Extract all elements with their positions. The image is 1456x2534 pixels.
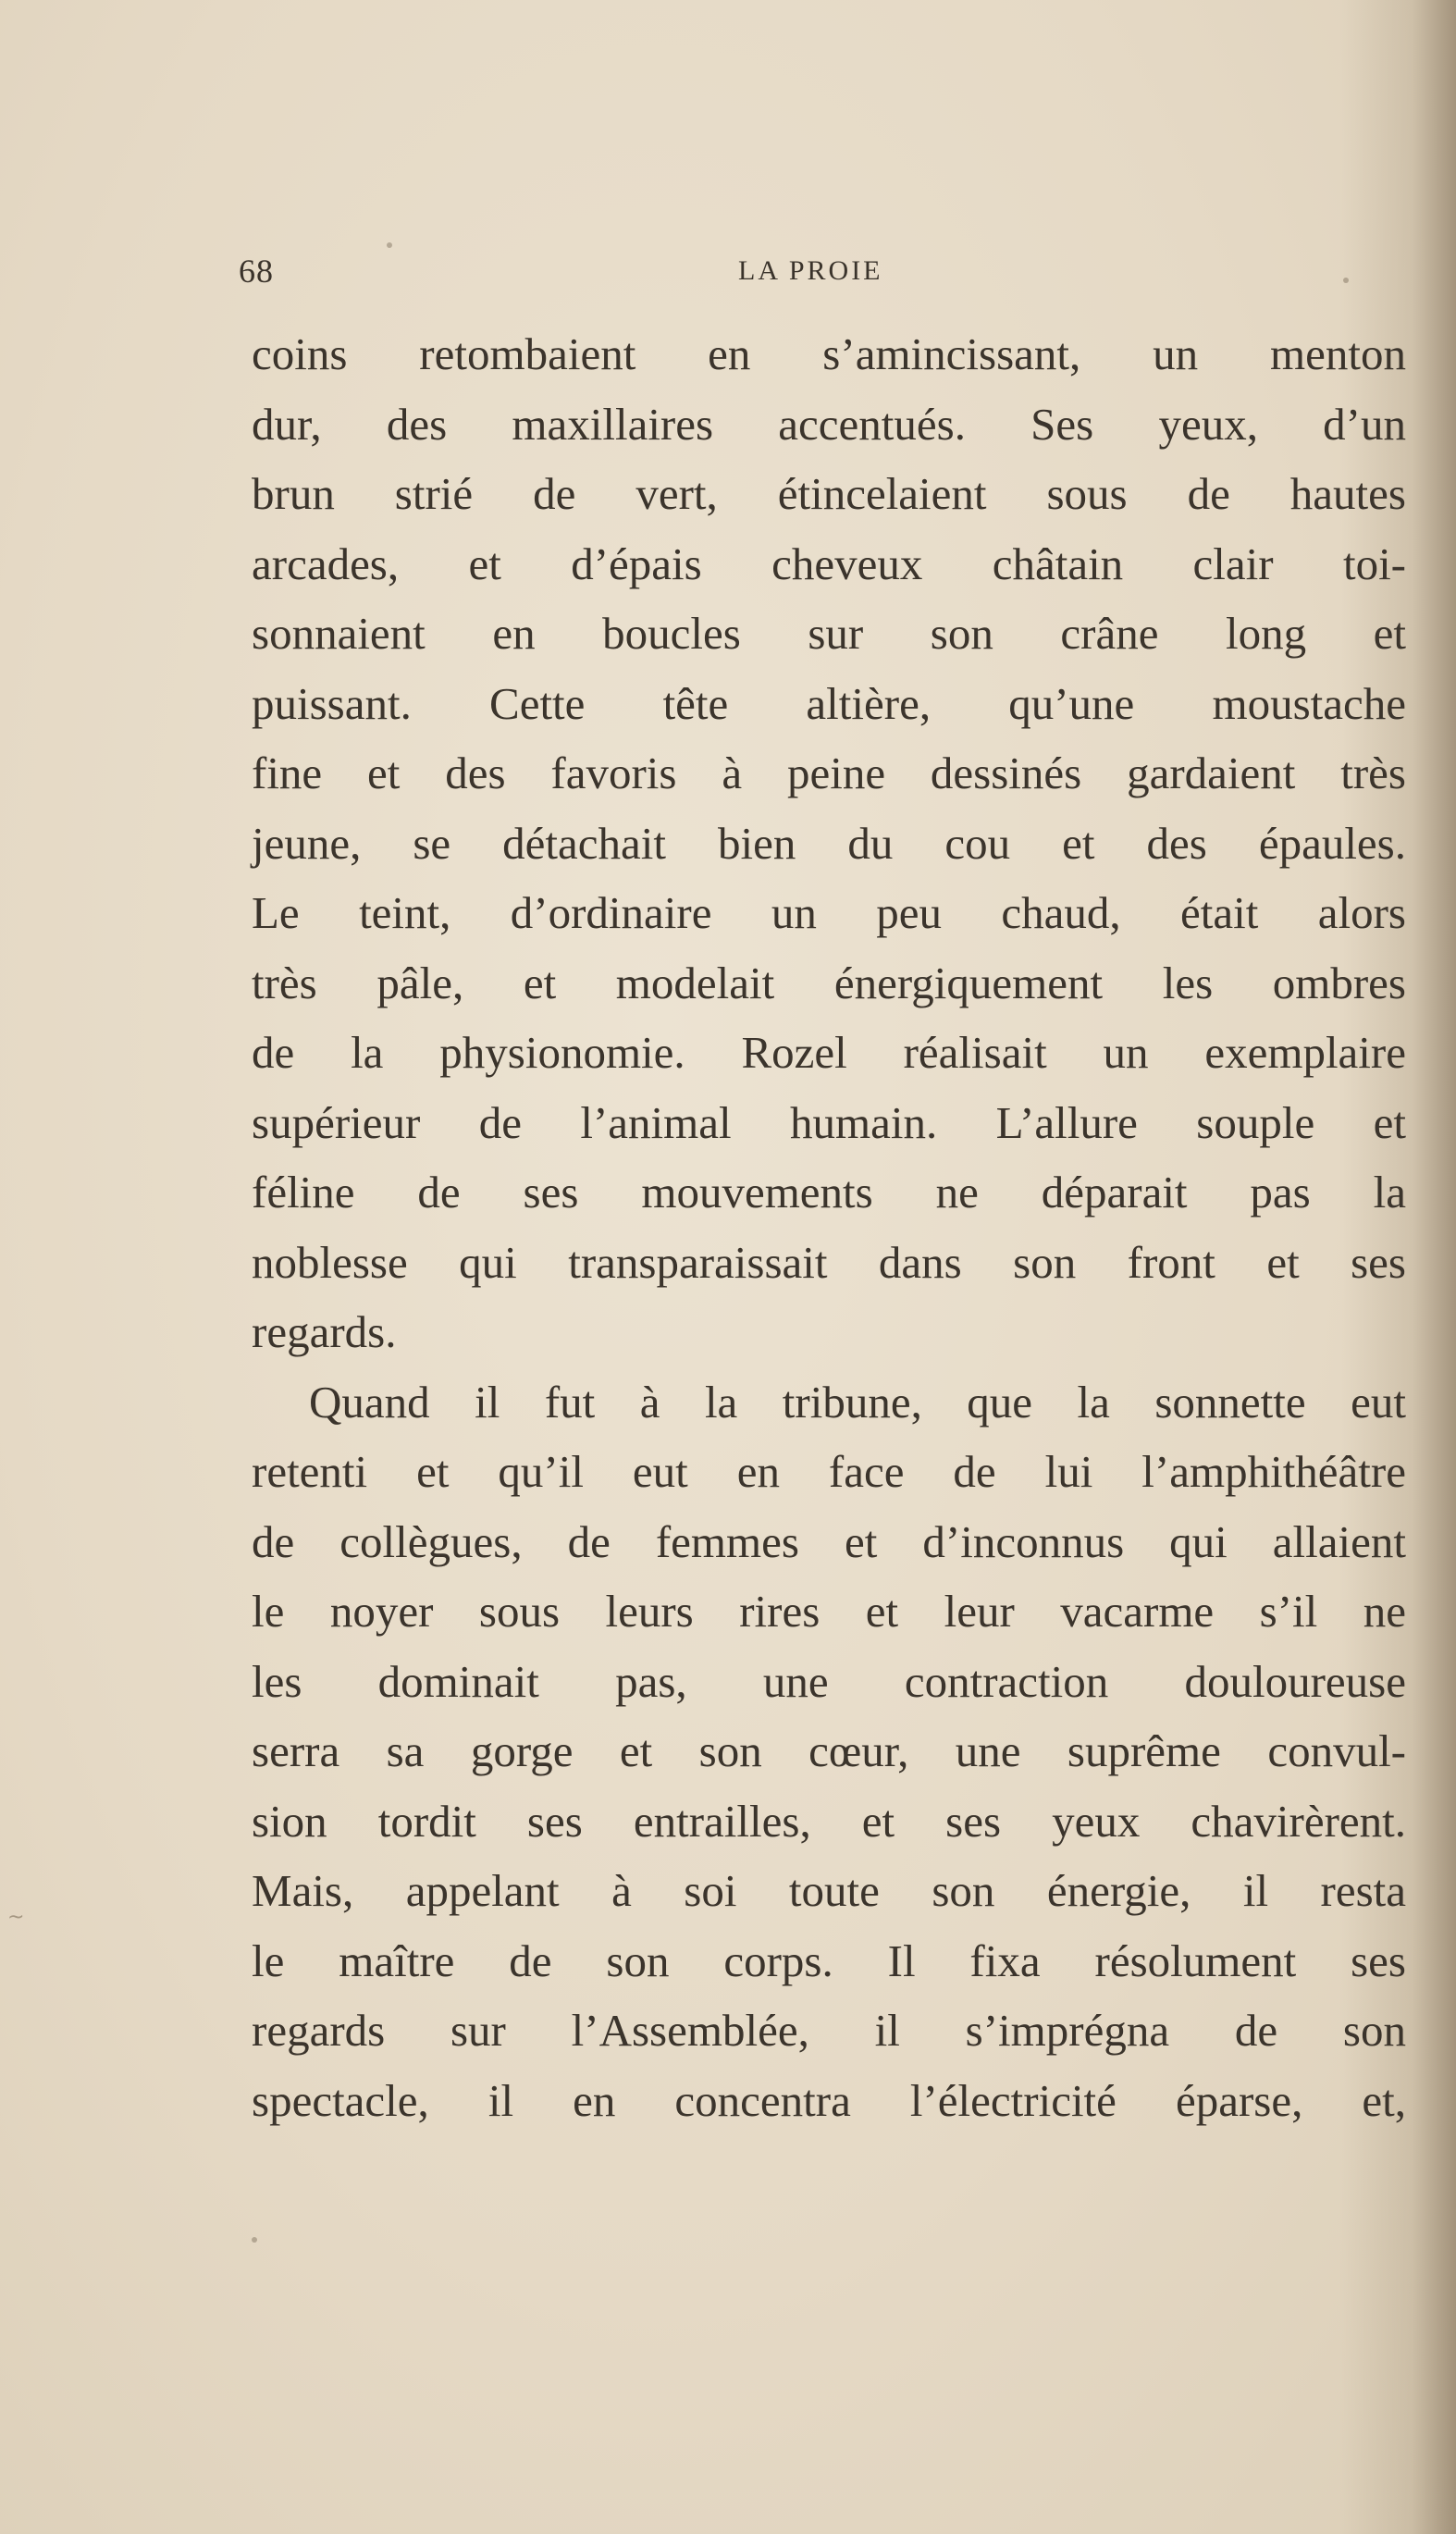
margin-mark-icon: ~ bbox=[7, 1906, 25, 1929]
text-line: de collègues, de femmes et d’inconnus qui allaient bbox=[252, 1515, 1406, 1567]
text-line: Mais, appelant à soi toute son énergie, il resta bbox=[252, 1865, 1406, 1916]
text-line: supérieur de l’animal humain. L’allure souple et bbox=[252, 1096, 1406, 1148]
body-text bbox=[252, 319, 1406, 2135]
running-title: LA PROIE bbox=[738, 255, 883, 286]
paper-speck bbox=[1343, 278, 1349, 283]
text-line: fine et des favoris à peine dessinés gardaient très bbox=[252, 748, 1406, 798]
text-line: coins retombaient en s’amincissant, un menton bbox=[252, 328, 1406, 379]
page-number: 68 bbox=[239, 253, 274, 290]
text-line: Quand il fut à la tribune, que la sonnette eut bbox=[309, 1376, 1406, 1428]
text-line: arcades, et d’épais cheveux châtain clair toi- bbox=[252, 538, 1406, 589]
text-line: spectacle, il en concentra l’électricité éparse, et, bbox=[252, 2074, 1406, 2126]
text-line: sonnaient en boucles sur son crâne long et bbox=[252, 608, 1406, 659]
text-line: très pâle, et modelait énergiquement les ombres bbox=[252, 957, 1406, 1008]
text-line: les dominait pas, une contraction douloureuse bbox=[252, 1655, 1406, 1707]
paper-speck bbox=[387, 242, 392, 248]
text-line: jeune, se détachait bien du cou et des épaules. bbox=[252, 817, 1406, 869]
text-line: dur, des maxillaires accentués. Ses yeux, d’un bbox=[252, 398, 1406, 450]
paragraph-2 bbox=[252, 1367, 1406, 2136]
page-header bbox=[239, 252, 1413, 298]
paragraph-1 bbox=[252, 319, 1406, 1367]
text-line: le noyer sous leurs rires et leur vacarme s’il ne bbox=[252, 1586, 1406, 1637]
text-line: serra sa gorge et son cœur, une suprême convul- bbox=[252, 1725, 1406, 1776]
text-line: noblesse qui transparaissait dans son front et ses bbox=[252, 1236, 1406, 1288]
text-line: sion tordit ses entrailles, et ses yeux chavirèrent. bbox=[252, 1795, 1406, 1847]
text-line: de la physionomie. Rozel réalisait un exemplaire bbox=[252, 1027, 1406, 1078]
paper-speck bbox=[252, 2237, 257, 2243]
text-line: le maître de son corps. Il fixa résolument ses bbox=[252, 1934, 1406, 1986]
text-line: Le teint, d’ordinaire un peu chaud, était alors bbox=[252, 887, 1406, 938]
text-line: féline de ses mouvements ne déparait pas la bbox=[252, 1167, 1406, 1218]
text-line: regards sur l’Assemblée, il s’imprégna de son bbox=[252, 2005, 1406, 2056]
text-line: regards. bbox=[252, 1306, 397, 1357]
text-line: retenti et qu’il eut en face de lui l’amphithéâtre bbox=[252, 1446, 1406, 1497]
text-line: brun strié de vert, étincelaient sous de hautes bbox=[252, 468, 1406, 519]
text-line: puissant. Cette tête altière, qu’une moustache bbox=[252, 677, 1406, 729]
